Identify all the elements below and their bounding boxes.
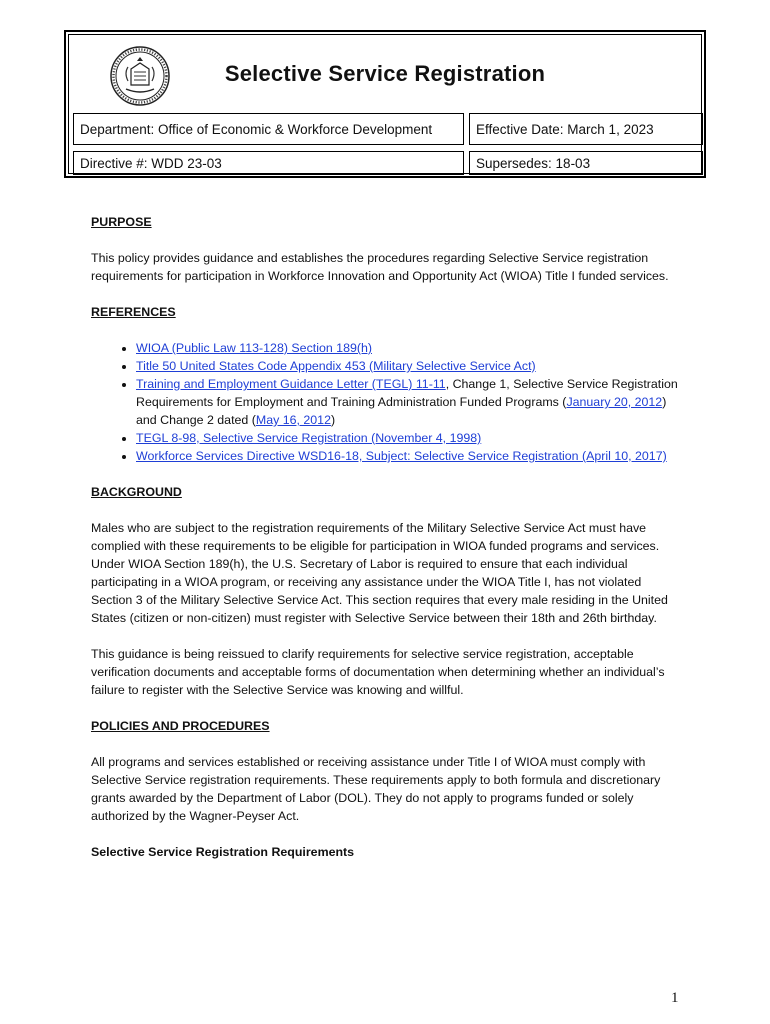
reference-link-wsd16-18[interactable]: Workforce Services Directive WSD16-18, Subject: Selective Service Registration (April 10, 2017) [136,449,667,463]
reference-link-tegl-8-98[interactable]: TEGL 8-98, Selective Service Registration (November 4, 1998) [136,431,482,445]
background-heading: BACKGROUND [91,485,182,499]
reference-text: ) [330,413,336,427]
reference-item [136,429,681,447]
requirements-subheading: Selective Service Registration Requirements [91,845,355,859]
reference-text: ) and Change 2 dated ( [136,395,667,427]
purpose-heading: PURPOSE [91,215,152,229]
references-list [91,339,681,465]
reference-link-tegl-11-11[interactable]: Training and Employment Guidance Letter (TEGL) 11-11 [136,377,446,391]
background-paragraph-2: This guidance is being reissued to clarify requirements for selective service registration, acceptable verification documents and acceptable forms of documentation when determining whether an individual’s failure to register with the Selective Service was knowing and willful. [91,647,665,697]
reference-text: , Change 1, Selective Service Registration Requirements for Employment and Training Administration Funded Programs ( [136,377,678,409]
background-paragraph-1: Males who are subject to the registration requirements of the Military Selective Service Act must have complied with these requirements to be eligible for participation in WIOA funded programs and services. Under WIOA Section 189(h), the U.S. Secretary of Labor is required to ensure that each individual participating in a WIOA program, or receiving any assistance under the WIOA Title I, has not violated Section 3 of the Military Selective Service Act. This section requires that every male residing in the United States (citizen or non-citizen) must register with Selective Service between their 18th and 26th birthday. [91,521,668,625]
directive-cell: Directive #: WDD 23-03 [73,151,464,175]
reference-link-title50[interactable]: Title 50 United States Code Appendix 453 (Military Selective Service Act) [136,359,536,373]
reference-item [136,339,681,357]
reference-item [136,375,681,429]
reference-link-may-2012[interactable]: May 16, 2012 [255,413,331,427]
header-inner-border [68,34,702,174]
policies-heading: POLICIES AND PROCEDURES [91,719,270,733]
policies-paragraph-1: All programs and services established or receiving assistance under Title I of WIOA must comply with Selective Service registration requirements. These requirements apply to both formula and discretionary grants awarded by the Department of Labor (DOL). They do not apply to programs funded or solely authorized by the Wagner-Peyser Act. [91,755,661,823]
reference-item [136,357,681,375]
references-heading: REFERENCES [91,305,176,319]
effective-date-cell: Effective Date: March 1, 2023 [469,113,703,145]
document-title: Selective Service Registration [224,61,546,86]
reference-item [136,447,681,465]
reference-link-wioa[interactable]: WIOA (Public Law 113-128) Section 189(h) [136,341,372,355]
department-cell: Department: Office of Economic & Workforce Development [73,113,464,145]
supersedes-cell: Supersedes: 18-03 [469,151,703,175]
purpose-text: This policy provides guidance and establishes the procedures regarding Selective Service registration requirements for participation in Workforce Innovation and Opportunity Act (WIOA) Title I funded services. [91,251,669,283]
document-body [91,213,681,861]
page-number: 1 [671,990,679,1006]
header-table [64,30,706,178]
reference-link-jan-2012[interactable]: January 20, 2012 [566,395,663,409]
